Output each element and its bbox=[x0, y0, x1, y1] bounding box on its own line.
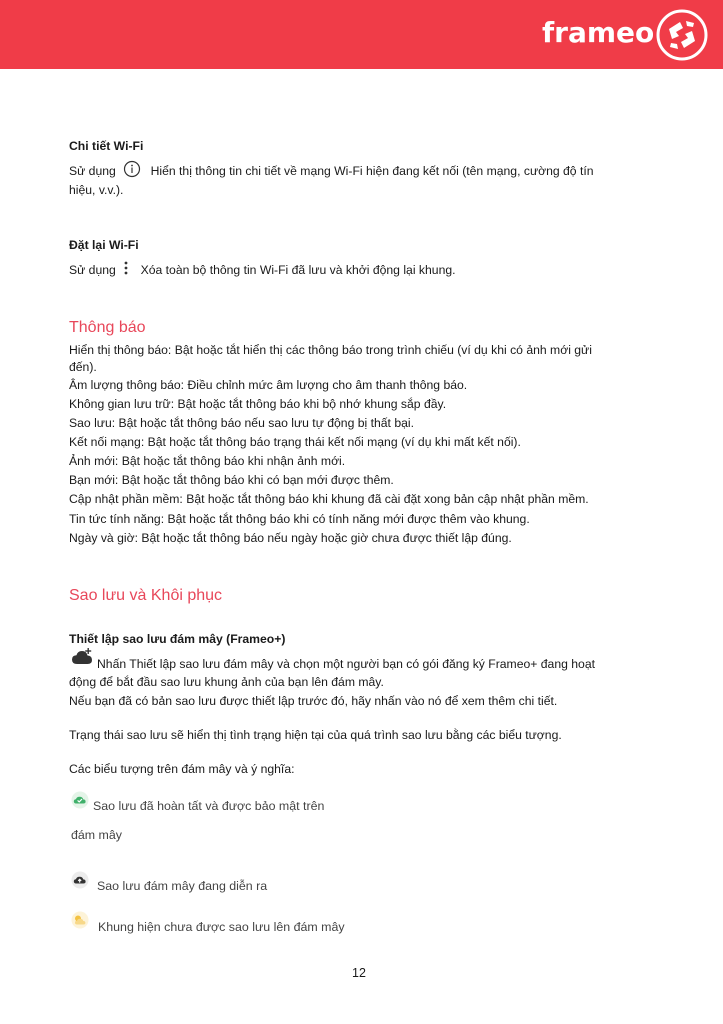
cloud-upload-icon bbox=[71, 871, 89, 889]
info-icon bbox=[123, 160, 141, 178]
backup-subheading: Thiết lập sao lưu đám mây (Frameo+) bbox=[69, 632, 286, 646]
status-in-progress: Sao lưu đám mây đang diễn ra bbox=[97, 879, 268, 893]
wifi-reset-heading: Đặt lại Wi-Fi bbox=[69, 238, 139, 252]
backup-p1-line-1: Nhấn Thiết lập sao lưu đám mây và chọn một người bạn có gói đăng ký Frameo+ đang hoạt bbox=[97, 657, 595, 671]
header-bar bbox=[0, 0, 723, 69]
backup-title: Sao lưu và Khôi phục bbox=[69, 587, 223, 604]
wifi-details-heading: Chi tiết Wi-Fi bbox=[69, 139, 144, 153]
wifi-details-text: Hiển thị thông tin chi tiết về mạng Wi-Fi hiện đang kết nối (tên mạng, cường độ tín bbox=[150, 164, 594, 178]
status-not-backed-up: Khung hiện chưa được sao lưu lên đám mây bbox=[98, 920, 345, 934]
frameo-logo-icon bbox=[656, 9, 708, 61]
notifications-title: Thông báo bbox=[69, 319, 146, 336]
wifi-details-prefix: Sử dụng bbox=[69, 164, 116, 178]
status-complete-line-2: đám mây bbox=[71, 828, 122, 842]
notification-line: Tin tức tính năng: Bật hoặc tắt thông báo khi có tính năng mới được thêm vào khung. bbox=[69, 512, 530, 526]
backup-p2: Trạng thái sao lưu sẽ hiển thị tình trạng hiện tại của quá trình sao lưu bằng các biểu tượng. bbox=[69, 728, 562, 742]
wifi-details-line-2: hiệu, v.v.). bbox=[69, 183, 124, 197]
notification-line: Hiển thị thông báo: Bật hoặc tắt hiển thị các thông báo trong trình chiếu (ví dụ khi có ảnh mới gửi bbox=[69, 343, 592, 357]
page-number: 12 bbox=[352, 966, 366, 980]
backup-p1-line-3: Nếu bạn đã có bản sao lưu được thiết lập trước đó, hãy nhấn vào nó để xem thêm chi tiết. bbox=[69, 694, 558, 708]
notification-line: Không gian lưu trữ: Bật hoặc tắt thông báo khi bộ nhớ khung sắp đầy. bbox=[69, 397, 447, 411]
wifi-details-line-1 bbox=[69, 162, 594, 180]
status-complete-line-1: Sao lưu đã hoàn tất và được bảo mật trên bbox=[93, 799, 325, 813]
backup-p3: Các biểu tượng trên đám mây và ý nghĩa: bbox=[69, 762, 295, 776]
backup-p1-line-2: động để bắt đầu sao lưu khung ảnh của bạn lên đám mây. bbox=[69, 675, 384, 689]
notification-line: đến). bbox=[69, 360, 97, 374]
notification-line: Âm lượng thông báo: Điều chỉnh mức âm lượng cho âm thanh thông báo. bbox=[69, 378, 468, 392]
wifi-reset-text: Xóa toàn bộ thông tin Wi-Fi đã lưu và khởi động lại khung. bbox=[140, 263, 456, 277]
brand-wordmark: frameo bbox=[542, 16, 655, 49]
wifi-reset-line bbox=[69, 261, 456, 279]
notification-line: Kết nối mạng: Bật hoặc tắt thông báo trạng thái kết nối mạng (ví dụ khi mất kết nối). bbox=[69, 435, 521, 449]
notification-line: Sao lưu: Bật hoặc tắt thông báo nếu sao lưu tự động bị thất bại. bbox=[69, 416, 414, 430]
cloud-check-icon bbox=[71, 791, 89, 809]
cloud-add-icon bbox=[72, 648, 94, 666]
notification-line: Cập nhật phần mềm: Bật hoặc tắt thông báo khi khung đã cài đặt xong bản cập nhật phần mềm. bbox=[69, 492, 589, 506]
cloud-sun-icon bbox=[71, 911, 89, 929]
notification-line: Ngày và giờ: Bật hoặc tắt thông báo nếu ngày hoặc giờ chưa được thiết lập đúng. bbox=[69, 531, 512, 545]
notification-line: Ảnh mới: Bật hoặc tắt thông báo khi nhận ảnh mới. bbox=[69, 454, 346, 468]
more-vertical-icon bbox=[121, 260, 131, 276]
notification-line: Bạn mới: Bật hoặc tắt thông báo khi có bạn mới được thêm. bbox=[69, 473, 394, 487]
wifi-reset-prefix: Sử dụng bbox=[69, 263, 116, 277]
